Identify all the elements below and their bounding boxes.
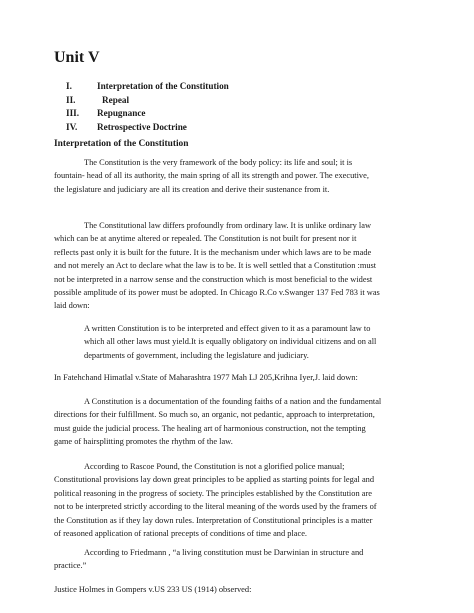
text-line: departments of government, including the legislature and judiciary. (84, 350, 309, 360)
body-paragraph (54, 219, 380, 313)
body-paragraph (54, 395, 381, 449)
text-line: the Constitution as if they lay down rules. Interpretation of Constitutional principles is a matter (54, 515, 373, 525)
text-line: The Constitution is the very framework of the body policy: its life and soul; it is (84, 158, 353, 167)
text-line: must guide the judicial process. The healing art of harmonious construction, not the tempting (54, 423, 366, 433)
text-line: The Constitutional law differs profoundly from ordinary law. It is unlike ordinary law (84, 221, 372, 230)
text-line: According to Rascoe Pound, the Constitution is not a glorified police manual; (84, 462, 345, 471)
text-line: not be interpreted in a narrow sense and the construction which is most beneficial to the widest (54, 274, 373, 284)
text-line: A Constitution is a documentation of the founding faiths of a nation and the fundamental (84, 397, 382, 406)
toc-item-text: Interpretation of the Constitution (97, 81, 229, 91)
unit-title: Unit V (54, 49, 100, 66)
text-line: reflects past only it is built for the future. It is the mechanism under which laws are to be made (54, 247, 372, 257)
text-line: practice.” (54, 561, 87, 571)
text-line: laid down: (54, 301, 90, 311)
text-line: possible amplitude of its power must be adopted. In Chicago R.Co v.Swanger 137 Fed 783 it was (54, 287, 380, 297)
text-line: which can be at anytime altered or repealed. The Constitution is not built for present nor it (54, 234, 357, 244)
toc-item-text: Retrospective Doctrine (97, 121, 187, 132)
body-paragraph (54, 546, 363, 573)
text-line: which all other laws must yield.It is equally obligatory on individual citizens and on all (84, 337, 377, 347)
text-line: A written Constitution is to be interpreted and effect given to it as a paramount law to (84, 324, 371, 333)
toc-item-text: Repugnance (97, 108, 146, 118)
toc-item-text: Repeal (102, 94, 130, 105)
text-line: and not merely an Act to declare what the law is to be. It is well settled that a Constitution :must (54, 261, 377, 271)
text-line: not to be interpreted strictly according to the literal meaning of the words used by the framers of (54, 502, 377, 512)
section-heading: Interpretation of the Constitution (54, 139, 189, 149)
block-quote (84, 322, 376, 362)
text-line: fountain- head of all its authority, the main spring of all its strength and power. The executive, (54, 171, 369, 181)
toc-item-number: I. (66, 81, 72, 91)
toc-item-number: II. (66, 94, 76, 105)
text-line: Justice Holmes in Gompers v.US 233 US (1914) observed: (54, 585, 252, 594)
text-line: directions for their fulfillment. So much so, an organic, not pedantic, approach to interpretation, (54, 410, 375, 420)
body-paragraph (54, 460, 377, 540)
toc-item-number: IV. (66, 121, 78, 132)
body-paragraph (54, 371, 358, 384)
text-line: game of hairsplitting promotes the rhythm of the law. (54, 437, 233, 447)
body-paragraph (54, 583, 251, 596)
text-line: According to Friedmann , “a living constitution must be Darwinian in structure and (84, 548, 364, 557)
body-paragraph (54, 156, 369, 196)
text-line: Constitutional provisions lay down great principles to be applied as starting points for legal and (54, 475, 375, 485)
toc-item-number: III. (66, 108, 80, 118)
text-line: In Fatehchand Himatlal v.State of Maharashtra 1977 Mah LJ 205,Krihna Iyer,J. laid down: (54, 373, 358, 382)
text-line: of reasoned application of rational precepts of conditions of time and place. (54, 528, 308, 538)
text-line: the legislature and judiciary are all its creation and derive their sustenance from it. (54, 184, 330, 194)
text-line: political reasoning in the progress of society. The principles established by the Constitution are (54, 488, 372, 498)
